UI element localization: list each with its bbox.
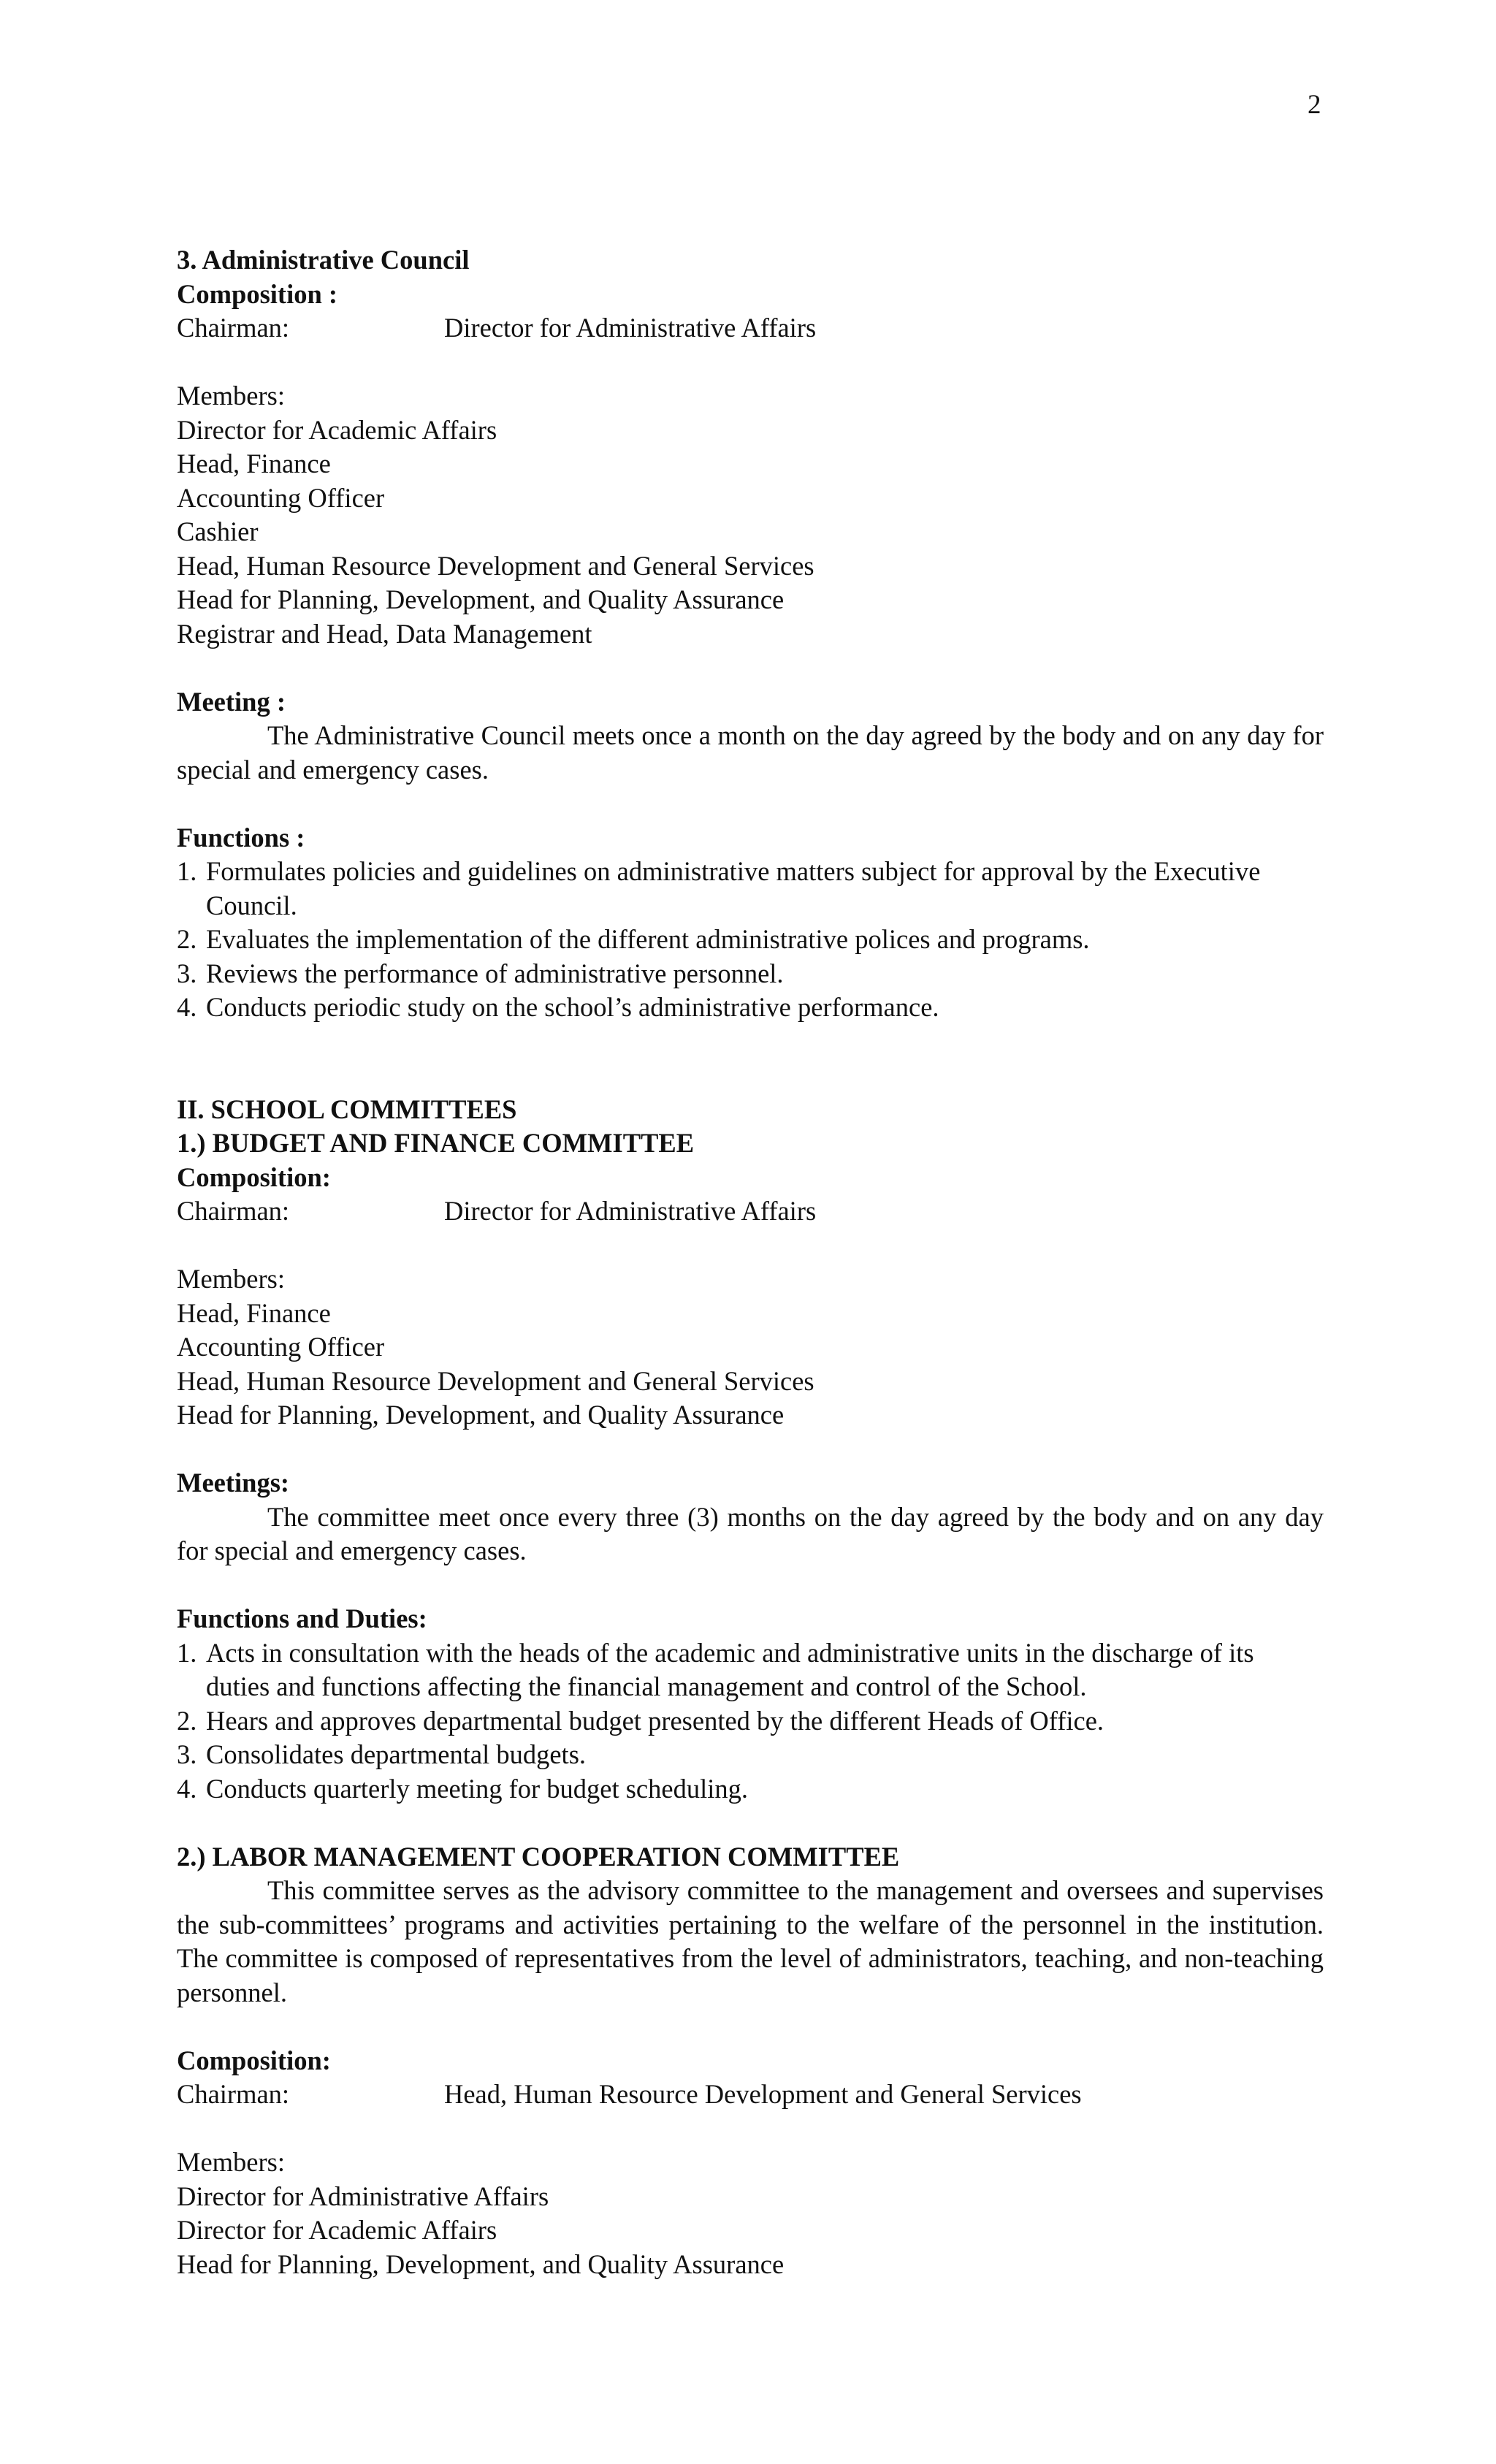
item-number: 2.: [177, 1705, 197, 1736]
section-heading: 3. Administrative Council: [177, 245, 470, 275]
function-item: [177, 1704, 1324, 1739]
subsection-heading: 2.) LABOR MANAGEMENT COOPERATION COMMITTEE: [177, 1841, 900, 1872]
functions-label: Functions :: [177, 822, 305, 853]
chairman-value: Director for Administrative Affairs: [444, 1196, 817, 1226]
member-item: Head for Planning, Development, and Quality Assurance: [177, 584, 785, 614]
item-text: Reviews the performance of administrative personnel.: [206, 958, 784, 988]
member-item: Registrar and Head, Data Management: [177, 618, 592, 649]
functions-label: Functions and Duties:: [177, 1603, 427, 1633]
item-number: 1.: [177, 1637, 197, 1668]
member-item: Head, Finance: [177, 1297, 331, 1328]
document-body: [177, 243, 1324, 2281]
member-item: Head for Planning, Development, and Quality Assurance: [177, 1400, 785, 1430]
item-number: 4.: [177, 1773, 197, 1804]
item-number: 1.: [177, 856, 197, 886]
function-item: [177, 957, 1324, 991]
function-item: [177, 923, 1324, 957]
function-item: [177, 855, 1324, 923]
function-item: [177, 991, 1324, 1025]
item-number: 3.: [177, 1739, 197, 1769]
chairman-label: Chairman:: [177, 2079, 290, 2109]
meetings-label: Meetings:: [177, 1468, 290, 1498]
meeting-paragraph: The Administrative Council meets once a month on the day agreed by the body and on any day for special and emergency cases.: [177, 720, 1324, 785]
item-text: Evaluates the implementation of the different administrative polices and programs.: [206, 924, 1090, 954]
function-item: [177, 1772, 1324, 1807]
member-item: Director for Academic Affairs: [177, 2215, 497, 2245]
item-text: Conducts periodic study on the school’s administrative performance.: [206, 992, 939, 1022]
item-text: Formulates policies and guidelines on administrative matters subject for approval by the Executive Council.: [206, 856, 1261, 920]
chairman-row: [177, 2078, 1324, 2112]
chairman-value: Head, Human Resource Development and General Services: [444, 2079, 1082, 2109]
item-text: Conducts quarterly meeting for budget scheduling.: [206, 1773, 748, 1804]
member-item: Director for Administrative Affairs: [177, 2181, 549, 2211]
members-label: Members:: [177, 381, 285, 411]
member-item: Director for Academic Affairs: [177, 414, 497, 445]
item-number: 2.: [177, 924, 197, 954]
admin-council-section: [177, 243, 1324, 1025]
item-text: Consolidates departmental budgets.: [206, 1739, 587, 1769]
members-label: Members:: [177, 1264, 285, 1294]
item-text: Acts in consultation with the heads of the academic and administrative units in the discharge of its duties and functions affecting the financial management and control of the School.: [206, 1637, 1254, 1701]
member-item: Head, Human Resource Development and General Services: [177, 550, 814, 581]
member-item: Head, Human Resource Development and General Services: [177, 1365, 814, 1396]
members-label: Members:: [177, 2147, 285, 2177]
section-heading: II. SCHOOL COMMITTEES: [177, 1094, 517, 1124]
member-item: Head for Planning, Development, and Quality Assurance: [177, 2249, 785, 2279]
subsection-heading: 1.) BUDGET AND FINANCE COMMITTEE: [177, 1128, 695, 1158]
chairman-label: Chairman:: [177, 313, 290, 343]
member-item: Accounting Officer: [177, 482, 385, 513]
member-item: Accounting Officer: [177, 1332, 385, 1362]
intro-paragraph: This committee serves as the advisory committee to the management and oversees and supervises the sub-committees’ programs and activities pertaining to the welfare of the personnel in the institution. The committee is composed of representatives from the level of administrators, teaching, and non-teaching personnel.: [177, 1875, 1324, 2007]
member-item: Cashier: [177, 516, 259, 546]
school-committees-section: [177, 1093, 1324, 2282]
composition-label: Composition:: [177, 1162, 331, 1192]
composition-label: Composition:: [177, 2045, 331, 2075]
function-item: [177, 1738, 1324, 1772]
item-number: 4.: [177, 992, 197, 1022]
chairman-row: [177, 311, 1324, 346]
chairman-value: Director for Administrative Affairs: [444, 313, 817, 343]
member-item: Head, Finance: [177, 449, 331, 478]
item-number: 3.: [177, 958, 197, 988]
meetings-paragraph: The committee meet once every three (3) months on the day agreed by the body and on any day for special and emergency cases.: [177, 1501, 1324, 1565]
chairman-label: Chairman:: [177, 1196, 290, 1226]
composition-label: Composition :: [177, 278, 338, 309]
function-item: [177, 1636, 1324, 1704]
chairman-row: [177, 1194, 1324, 1229]
meeting-label: Meeting :: [177, 686, 286, 717]
item-text: Hears and approves departmental budget presented by the different Heads of Office.: [206, 1705, 1104, 1736]
page-number: 2: [1308, 90, 1321, 120]
